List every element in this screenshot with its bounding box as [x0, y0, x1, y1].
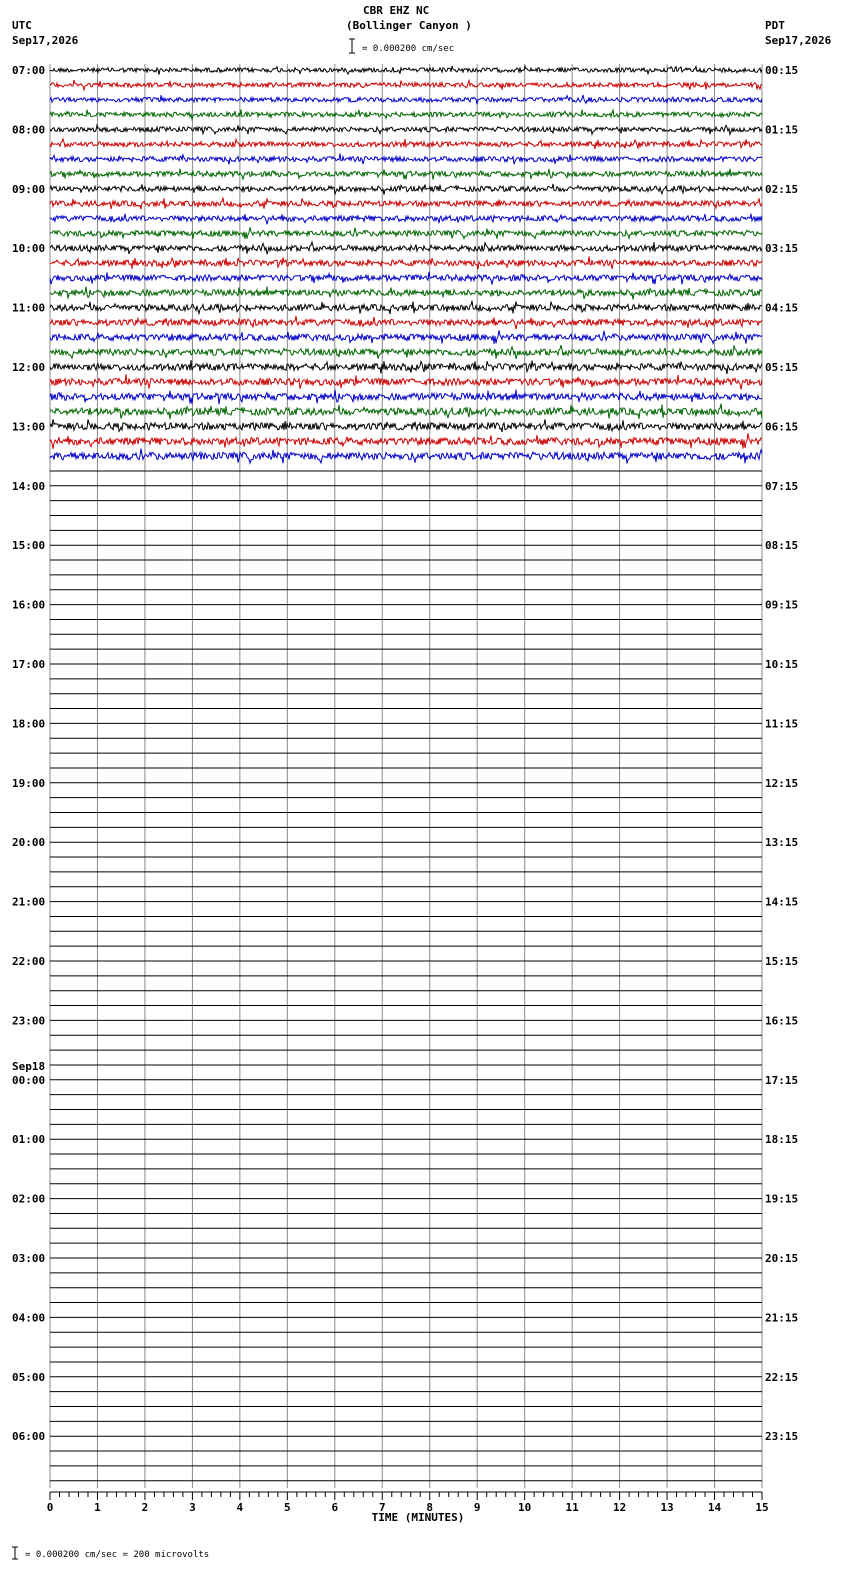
x-tick-label: 3: [189, 1501, 196, 1514]
time-axis: [47, 1492, 769, 1524]
utc-hour-label: 19:00: [12, 776, 46, 790]
right-timezone: PDT: [765, 19, 785, 32]
utc-hour-label: 05:00: [12, 1370, 46, 1384]
x-tick-label: 11: [565, 1501, 579, 1514]
x-axis-title: TIME (MINUTES): [371, 1511, 465, 1524]
pdt-hour-label: 18:15: [765, 1133, 799, 1147]
pdt-hour-label: 23:15: [765, 1430, 799, 1444]
seismic-trace: [50, 169, 762, 180]
pdt-hour-label: 07:15: [765, 479, 799, 493]
x-tick-label: 13: [660, 1501, 674, 1514]
seismic-trace: [50, 272, 762, 285]
utc-hour-label: 12:00: [12, 361, 46, 374]
pdt-hour-label: 00:15: [765, 64, 799, 77]
x-tick-label: 9: [473, 1501, 481, 1514]
seismic-trace: [50, 301, 762, 314]
x-tick-label: 0: [46, 1501, 54, 1514]
pdt-hour-label: 04:15: [765, 301, 799, 315]
utc-hour-label: 06:00: [12, 1430, 46, 1444]
utc-hour-label: 13:00: [12, 420, 46, 434]
seismic-trace: [50, 139, 762, 149]
station-title: CBR EHZ NC: [363, 4, 430, 17]
seismic-trace: [50, 242, 762, 254]
pdt-hour-label: 17:15: [765, 1073, 799, 1087]
x-tick-label: 5: [284, 1501, 291, 1514]
x-tick-label: 8: [426, 1501, 434, 1514]
seismic-trace: [50, 198, 762, 210]
utc-hour-label: 11:00: [12, 301, 46, 315]
pdt-hour-label: 13:15: [765, 836, 799, 850]
utc-hour-label: 16:00: [12, 598, 46, 612]
pdt-hour-label: 14:15: [765, 895, 799, 909]
pdt-hour-label: 20:15: [765, 1252, 799, 1265]
scale-bar-icon: [349, 39, 355, 53]
seismic-trace: [50, 330, 762, 344]
utc-hour-label: 02:00: [12, 1192, 46, 1206]
station-location: (Bollinger Canyon ): [346, 19, 472, 32]
x-tick-label: 7: [378, 1501, 386, 1514]
utc-hour-label: 22:00: [12, 955, 46, 968]
x-tick-label: 6: [331, 1501, 339, 1514]
seismic-trace: [50, 257, 762, 270]
x-tick-label: 2: [141, 1501, 149, 1514]
utc-hour-label: 18:00: [12, 717, 46, 731]
seismic-trace: [50, 287, 762, 300]
utc-hour-label: 04:00: [12, 1311, 46, 1325]
utc-hour-label: 07:00: [12, 64, 46, 77]
seismic-trace: [50, 110, 762, 120]
x-tick-label: 10: [518, 1501, 532, 1514]
seismic-trace: [50, 125, 762, 134]
utc-hour-label: 17:00: [12, 658, 46, 671]
utc-hour-label: 01:00: [12, 1133, 46, 1147]
pdt-hour-label: 02:15: [765, 182, 799, 196]
x-tick-label: 12: [612, 1501, 627, 1514]
seismic-trace: [50, 316, 762, 329]
pdt-hour-label: 11:15: [765, 717, 799, 731]
left-timezone: UTC: [12, 19, 32, 32]
seismic-trace: [50, 227, 762, 239]
seismic-trace: [50, 449, 762, 464]
pdt-hour-label: 21:15: [765, 1311, 799, 1325]
left-date: Sep17,2026: [12, 34, 79, 47]
pdt-hour-label: 12:15: [765, 776, 799, 790]
seismic-trace: [50, 360, 762, 374]
footer-scale-label: = 0.000200 cm/sec = 200 microvolts: [25, 1550, 210, 1560]
utc-hour-label: 09:00: [12, 182, 46, 196]
utc-hour-label: 20:00: [12, 836, 46, 850]
pdt-hour-label: 10:15: [765, 658, 799, 671]
x-tick-label: 15: [755, 1501, 769, 1514]
pdt-hour-label: 08:15: [765, 539, 799, 553]
x-tick-label: 4: [236, 1501, 244, 1514]
seismic-trace: [50, 404, 762, 420]
pdt-hour-label: 22:15: [765, 1370, 799, 1384]
right-date: Sep17,2026: [765, 34, 832, 47]
pdt-hour-label: 06:15: [765, 420, 799, 434]
seismic-trace: [50, 184, 762, 195]
date-change-label: Sep18: [12, 1059, 46, 1073]
utc-hour-label: 10:00: [12, 242, 46, 256]
utc-hour-label: 14:00: [12, 479, 46, 493]
pdt-hour-label: 16:15: [765, 1014, 799, 1028]
seismic-trace: [50, 66, 762, 75]
utc-hour-label: 08:00: [12, 123, 46, 137]
seismic-trace: [50, 374, 762, 389]
pdt-hour-label: 03:15: [765, 242, 799, 256]
seismic-trace: [50, 80, 762, 90]
seismic-trace: [50, 214, 762, 225]
seismic-trace: [50, 345, 762, 359]
utc-hour-label: 15:00: [12, 539, 46, 553]
utc-hour-label: 03:00: [12, 1252, 46, 1265]
seismic-trace: [50, 95, 762, 104]
scale-label: = 0.000200 cm/sec: [362, 44, 455, 54]
utc-hour-label: 23:00: [12, 1014, 46, 1028]
seismic-trace: [50, 419, 762, 432]
seismic-trace: [50, 390, 762, 404]
x-tick-label: 1: [94, 1501, 101, 1514]
utc-hour-label: 21:00: [12, 895, 46, 909]
x-tick-label: 14: [707, 1501, 722, 1514]
seismic-trace: [50, 433, 762, 449]
footer-scale-bar-icon: [12, 1547, 18, 1559]
pdt-hour-label: 15:15: [765, 955, 799, 968]
seismic-trace: [50, 154, 762, 165]
pdt-hour-label: 19:15: [765, 1192, 799, 1206]
pdt-hour-label: 01:15: [765, 123, 799, 137]
pdt-hour-label: 05:15: [765, 361, 799, 374]
seismic-traces: [50, 66, 762, 1481]
pdt-hour-label: 09:15: [765, 598, 799, 612]
utc-hour-label: 00:00: [12, 1073, 46, 1087]
